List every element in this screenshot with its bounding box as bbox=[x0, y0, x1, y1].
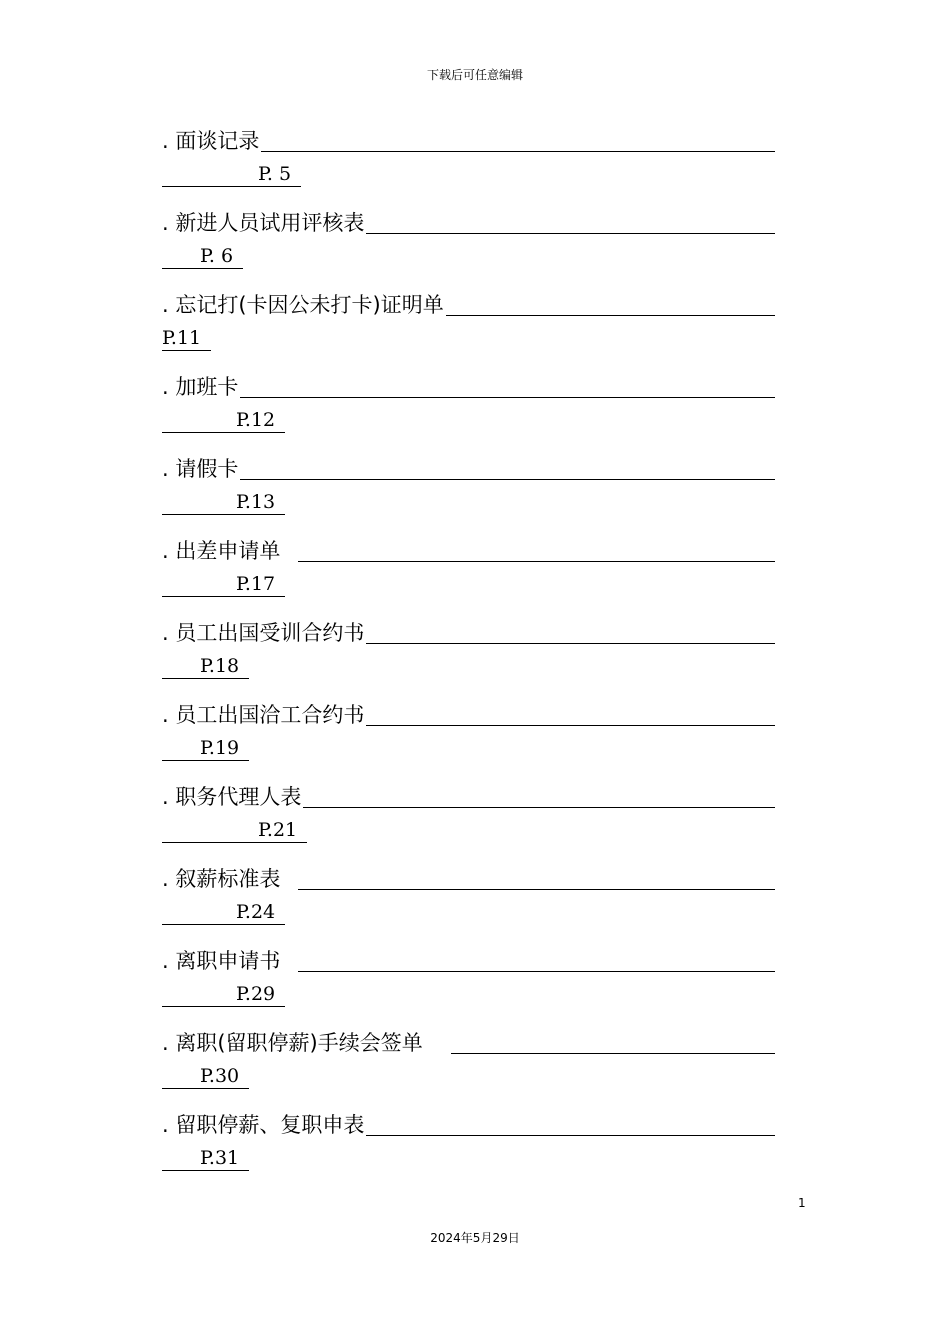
toc-entry[interactable] bbox=[162, 200, 775, 282]
toc-entry-page: P.21 bbox=[162, 818, 307, 843]
toc-entry[interactable] bbox=[162, 282, 775, 364]
toc-entry-page: P.12 bbox=[162, 408, 285, 433]
toc-entry[interactable] bbox=[162, 118, 775, 200]
toc-entry-title: . 叙薪标准表 bbox=[162, 867, 281, 891]
toc-entry[interactable] bbox=[162, 774, 775, 856]
page-number: 1 bbox=[798, 1196, 806, 1210]
toc-entry-title-line bbox=[162, 610, 775, 648]
toc-entry-title-line bbox=[162, 282, 775, 320]
toc-entry-title: . 加班卡 bbox=[162, 375, 239, 399]
table-of-contents bbox=[162, 118, 775, 1184]
toc-leader-line bbox=[451, 1053, 775, 1054]
toc-leader-line bbox=[366, 1135, 775, 1136]
toc-entry[interactable] bbox=[162, 610, 775, 692]
toc-entry-title-line bbox=[162, 118, 775, 156]
toc-leader-line bbox=[303, 807, 775, 808]
toc-entry-page: P.30 bbox=[162, 1064, 249, 1089]
toc-leader-line bbox=[240, 479, 775, 480]
toc-entry-title-line bbox=[162, 938, 775, 976]
toc-entry[interactable] bbox=[162, 1020, 775, 1102]
toc-entry-title-line bbox=[162, 200, 775, 238]
toc-entry-page: P.31 bbox=[162, 1146, 249, 1171]
toc-entry[interactable] bbox=[162, 446, 775, 528]
toc-entry-page: P.24 bbox=[162, 900, 285, 925]
toc-entry-page: P. 6 bbox=[162, 244, 243, 269]
toc-leader-line bbox=[366, 643, 775, 644]
toc-entry-page: P. 5 bbox=[162, 162, 301, 187]
toc-leader-line bbox=[298, 561, 775, 562]
toc-entry-title-line bbox=[162, 1020, 775, 1058]
toc-entry-title: . 新进人员试用评核表 bbox=[162, 211, 365, 235]
toc-leader-line bbox=[298, 889, 775, 890]
toc-entry[interactable] bbox=[162, 692, 775, 774]
toc-entry-page: P.29 bbox=[162, 982, 285, 1007]
toc-entry[interactable] bbox=[162, 938, 775, 1020]
toc-entry-title: . 忘记打(卡因公未打卡)证明单 bbox=[162, 293, 444, 317]
page-header: 下载后可任意编辑 bbox=[426, 68, 523, 82]
toc-entry[interactable] bbox=[162, 1102, 775, 1184]
toc-leader-line bbox=[366, 233, 775, 234]
toc-entry-title: . 员工出国受训合约书 bbox=[162, 621, 365, 645]
toc-leader-line bbox=[298, 971, 775, 972]
toc-entry[interactable] bbox=[162, 364, 775, 446]
toc-entry-page: P.18 bbox=[162, 654, 249, 679]
toc-entry-title: . 员工出国洽工合约书 bbox=[162, 703, 365, 727]
toc-leader-line bbox=[261, 151, 775, 152]
toc-entry-title-line bbox=[162, 692, 775, 730]
toc-entry-page: P.19 bbox=[162, 736, 249, 761]
toc-leader-line bbox=[240, 397, 775, 398]
toc-entry[interactable] bbox=[162, 528, 775, 610]
toc-entry-page: P.13 bbox=[162, 490, 285, 515]
toc-entry-title-line bbox=[162, 446, 775, 484]
toc-leader-line bbox=[446, 315, 775, 316]
toc-entry-title: . 职务代理人表 bbox=[162, 785, 302, 809]
toc-entry-title-line bbox=[162, 364, 775, 402]
toc-entry-title: . 请假卡 bbox=[162, 457, 239, 481]
toc-entry-page: P.17 bbox=[162, 572, 285, 597]
toc-entry-title-line bbox=[162, 774, 775, 812]
toc-entry-title: . 离职(留职停薪)手续会签单 bbox=[162, 1031, 423, 1055]
toc-entry-page: P.11 bbox=[162, 326, 211, 351]
toc-entry-title: . 留职停薪、复职申表 bbox=[162, 1113, 365, 1137]
toc-entry-title-line bbox=[162, 1102, 775, 1140]
toc-entry-title-line bbox=[162, 528, 775, 566]
toc-entry-title: . 离职申请书 bbox=[162, 949, 281, 973]
toc-entry-title: . 面谈记录 bbox=[162, 129, 260, 153]
toc-entry-title-line bbox=[162, 856, 775, 894]
toc-leader-line bbox=[366, 725, 775, 726]
toc-entry[interactable] bbox=[162, 856, 775, 938]
footer-date: 2024年5月29日 bbox=[430, 1231, 520, 1245]
toc-entry-title: . 出差申请单 bbox=[162, 539, 281, 563]
